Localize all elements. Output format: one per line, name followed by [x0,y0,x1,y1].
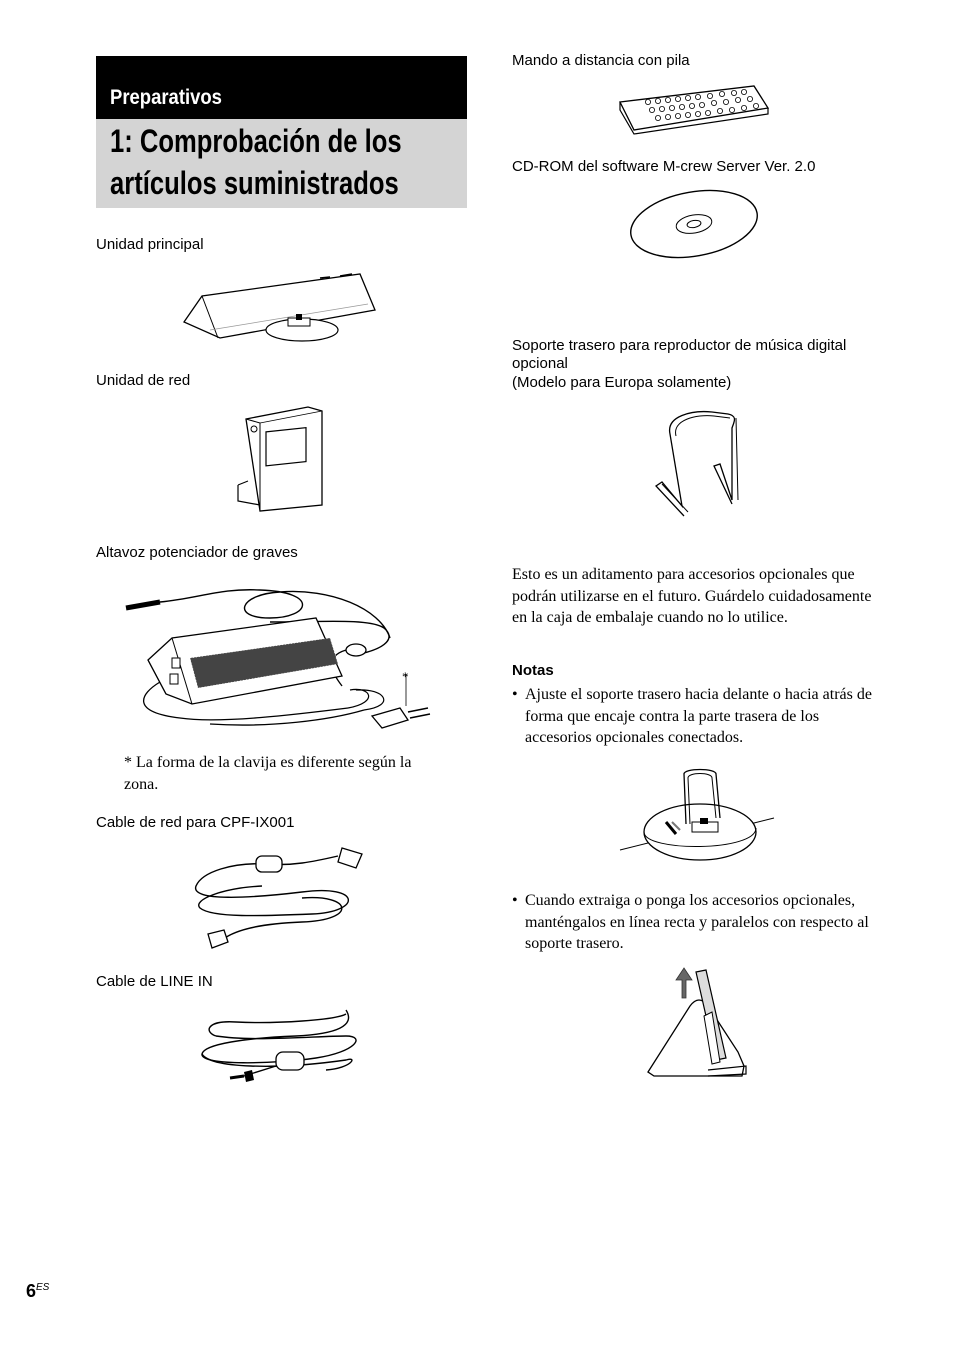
bullet-symbol: • [512,686,518,703]
section-header [96,56,467,119]
title-line-2: artículos suministrados [110,165,399,201]
title-line-1: 1: Comprobación de los [110,123,402,159]
network-unit-illustration [236,405,326,513]
plug-asterisk: * [402,669,409,684]
label-network-unit: Unidad de red [96,372,191,389]
plug-note: * La forma de la clavija es diferente según la zona. [124,754,412,793]
label-rear-support-2: opcional [512,355,568,372]
page-title [96,119,467,208]
main-unit-illustration [180,266,380,346]
bullet-symbol: • [512,892,518,909]
label-subwoofer: Altavoz potenciador de graves [96,544,298,561]
label-rear-support-3: (Modelo para Europa solamente) [512,374,732,391]
label-line-in-cable: Cable de LINE IN [96,973,213,990]
label-network-cable: Cable de red para CPF-IX001 [96,814,295,831]
insert-straight-illustration [646,966,750,1080]
remote-illustration [618,84,770,134]
note-text-2: Cuando extraiga o ponga los accesorios opcionales, manténgalos en línea recta y paralelos con respecto al soporte trasero. [525,892,869,952]
adjust-support-illustration [620,768,776,864]
section-label: Preparativos [110,86,222,109]
note-text-1: Ajuste el soporte trasero hacia delante o hacia atrás de forma que encaje contra la parte trasera de los accesorios opcionales conectados. [525,686,872,746]
label-cdrom: CD-ROM del software M-crew Server Ver. 2.0 [512,158,816,175]
accessory-text: Esto es un aditamento para accesorios opcionales que podrán utilizarse en el futuro. Guárdelo cuidadosamente en la caja de embalaje cuando no lo utilice. [512,566,872,626]
subwoofer-illustration [120,578,440,738]
rear-support-illustration [652,408,742,520]
label-remote: Mando a distancia con pila [512,52,690,69]
label-main-unit: Unidad principal [96,236,204,253]
page-number-value: 6 [26,1281,37,1301]
label-rear-support-1: Soporte trasero para reproductor de música digital [512,337,847,354]
cdrom-illustration [628,188,762,260]
notes-heading: Notas [512,662,554,679]
page-number [26,1281,49,1302]
line-in-cable-illustration [196,1006,366,1090]
network-cable-illustration [192,842,372,954]
page-lang: ES [36,1282,50,1293]
